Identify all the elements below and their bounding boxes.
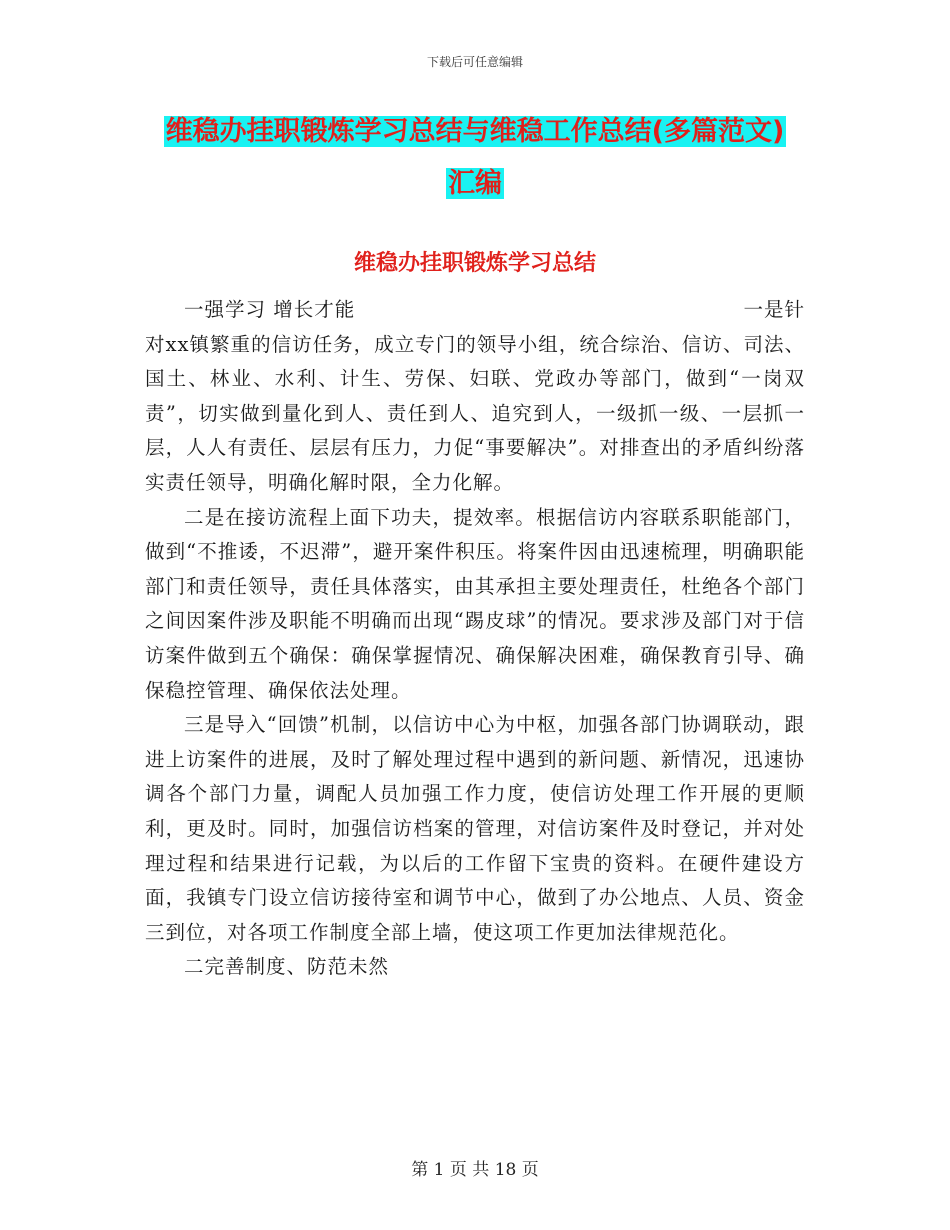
paragraph-1: 对xx镇繁重的信访任务，成立专门的领导小组，统合综治、信访、司法、国土、林业、水利、计生、劳保、妇联、党政办等部门，做到“一岗双责”，切实做到量化到人、责任到人、追究到人，一级抓一级、一层抓一层，人人有责任、层层有压力，力促“事要解决”。对排查出的矛盾纠纷落实责任领导，明确化解时限，全力化解。 bbox=[145, 332, 805, 494]
paragraph-2: 二是在接访流程上面下功夫，提效率。根据信访内容联系职能部门，做到“不推诿，不迟滞”，避开案件积压。将案件因由迅速梳理，明确职能部门和责任领导，责任具体落实，由其承担主要处理责任，杜绝各个部门之间因案件涉及职能不明确而出现“踢皮球”的情况。要求涉及部门对于信访案件做到五个确保：确保掌握情况、确保解决困难，确保教育引导、确保稳控管理、确保依法处理。 bbox=[145, 505, 805, 702]
paragraph-4: 二完善制度、防范未然 bbox=[184, 955, 390, 979]
paragraph-3: 三是导入“回馈”机制，以信访中心为中枢，加强各部门协调联动，跟进上访案件的进展，及时了解处理过程中遇到的新问题、新情况，迅速协调各个部门力量，调配人员加强工作力度，使信访处理工作开展的更顺利，更及时。同时，加强信访档案的管理，对信访案件及时登记，并对处理过程和结果进行记载，为以后的工作留下宝贵的资料。在硬件建设方面，我镇专门设立信访接待室和调节中心，做到了办公地点、人员、资金三到位，对各项工作制度全部上墙，使这项工作更加法律规范化。 bbox=[145, 713, 805, 944]
body-text bbox=[145, 293, 805, 985]
paragraph-1-start: 一是针 bbox=[743, 298, 805, 321]
header-note: 下载后可任意编辑 bbox=[426, 55, 523, 69]
paragraph-1-first-line bbox=[145, 293, 805, 328]
paragraph-1-heading: 一强学习 增长才能 bbox=[184, 298, 356, 321]
section-title: 维稳办挂职锻炼学习总结 bbox=[353, 251, 596, 276]
title-line-2: 汇编 bbox=[448, 168, 502, 199]
document-title bbox=[0, 106, 950, 210]
page-footer: 第 1 页 共 18 页 bbox=[411, 1160, 539, 1180]
title-line-1: 维稳办挂职锻炼学习总结与维稳工作总结(多篇范文) bbox=[165, 116, 785, 147]
